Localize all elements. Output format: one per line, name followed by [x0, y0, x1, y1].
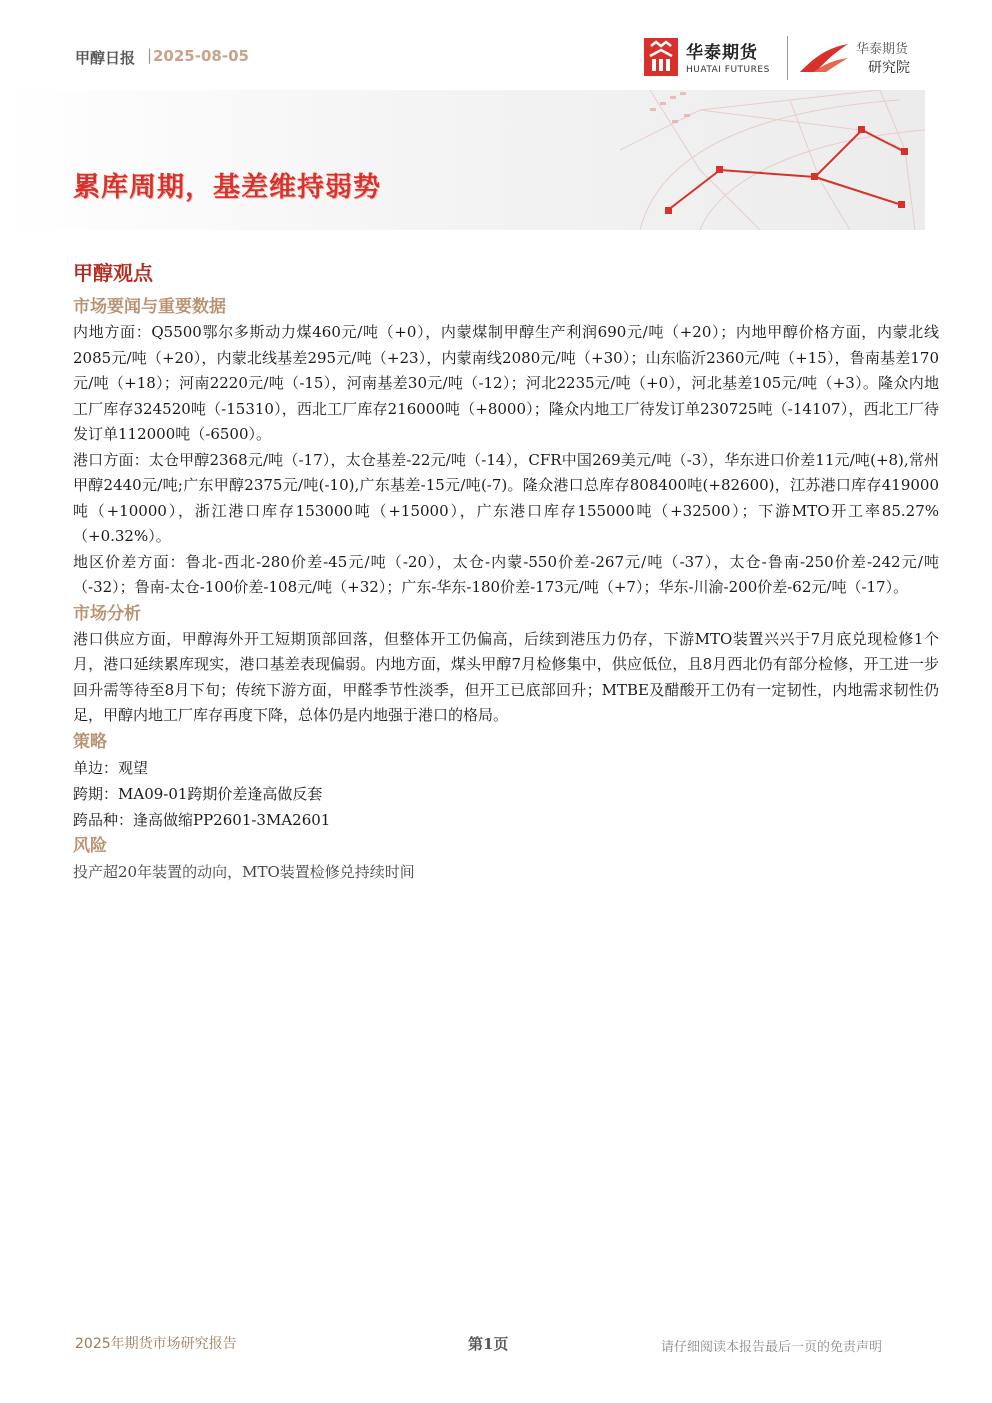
report-date: 2025-08-05 [153, 47, 249, 65]
risk-heading: 风险 [73, 835, 107, 856]
header-separator: | [147, 46, 153, 64]
section-title: 甲醇观点 [73, 261, 153, 285]
report-type: 甲醇日报 [75, 49, 136, 67]
news-paragraph-inland: 内地方面：Q5500鄂尔多斯动力煤460元/吨（+0），内蒙煤制甲醇生产利润690元/吨（+20）；内地甲醇价格方面，内蒙北线2085元/吨（+20），内蒙北线基差295元/吨（+23），内蒙南线2080元/吨（+30）；山东临沂2360元/吨（+15），鲁南基差170元/吨（+18）；河南2220元/吨（-15），河南基差30元/吨（-12）；河北2235元/吨（+0），河北基差105元/吨（+3）。隆众内地工厂库存324520吨（-15310），西北工厂库存216000吨（+8000）；隆众内地工厂待发订单230725吨（-14107），西北工厂待发订单112000吨（-6500）。 [73, 323, 939, 443]
brand-name-en: HUATAI FUTURES [686, 65, 770, 75]
title-banner [0, 90, 925, 230]
news-heading: 市场要闻与重要数据 [73, 297, 226, 317]
analysis-paragraph: 港口供应方面，甲醇海外开工短期顶部回落，但整体开工仍偏高，后续到港压力仍存，下游MTO装置兴兴于7月底兑现检修1个月，港口延续累库现实，港口基差表现偏弱。内地方面，煤头甲醇7月检修集中，供应低位，且8月西北仍有部分检修，开工进一步回升需等待至8月下旬；传统下游方面，甲醛季节性淡季，但开工已底部回升；MTBE及醋酸开工仍有一定韧性，内地需求韧性仍足，甲醇内地工厂库存再度下降，总体仍是内地强于港口的格局。 [73, 629, 939, 724]
page-header [0, 0, 992, 90]
brand-name-cn: 华泰期货 [686, 43, 758, 63]
page-number: 第1页 [468, 1335, 509, 1353]
institute-name-line2: 研究院 [868, 60, 910, 76]
disclaimer-note: 请仔细阅读本报告最后一页的免责声明 [661, 1340, 883, 1355]
footer-report-series: 2025年期货市场研究报告 [75, 1336, 237, 1352]
huatai-futures-logo [644, 38, 784, 80]
network-graphic-icon [0, 90, 925, 230]
report-body [73, 258, 939, 885]
analysis-heading: 市场分析 [73, 603, 141, 624]
research-institute-logo [796, 36, 926, 80]
report-title: 累库周期，基差维持弱势 [73, 172, 381, 203]
institute-name-line1: 华泰期货 [856, 42, 909, 57]
logo-divider [787, 36, 788, 80]
strategy-single-side: 单边：观望 [73, 758, 149, 777]
news-paragraph-port: 港口方面：太仓甲醇2368元/吨（-17），太仓基差-22元/吨（-14），CFR中国269美元/吨（-3），华东进口价差11元/吨(+8),常州甲醇2440元/吨;广东甲醇2375元/吨(-10),广东基差-15元/吨(-7)。隆众港口总库存808400吨(+82600)，江苏港口库存419000吨（+10000），浙江港口库存153000吨（+15000），广东港口库存155000吨（+32500）；下游MTO开工率85.27%（+0.32%）。 [73, 450, 939, 545]
strategy-heading: 策略 [73, 731, 107, 752]
huatai-logo-mark-icon [644, 38, 678, 76]
strategy-cross-product: 跨品种：逢高做缩PP2601-3MA2601 [73, 810, 331, 829]
institute-wing-icon [796, 38, 852, 78]
strategy-calendar-spread: 跨期：MA09-01跨期价差逢高做反套 [73, 784, 323, 803]
news-paragraph-spread: 地区价差方面：鲁北-西北-280价差-45元/吨（-20），太仓-内蒙-550价差-267元/吨（-37），太仓-鲁南-250价差-242元/吨（-32）；鲁南-太仓-100价差-108元/吨（+32）；广东-华东-180价差-173元/吨（+7）；华东-川渝-200价差-62元/吨（-17）。 [73, 552, 939, 596]
risk-text: 投产超20年装置的动向，MTO装置检修兑持续时间 [73, 862, 415, 881]
